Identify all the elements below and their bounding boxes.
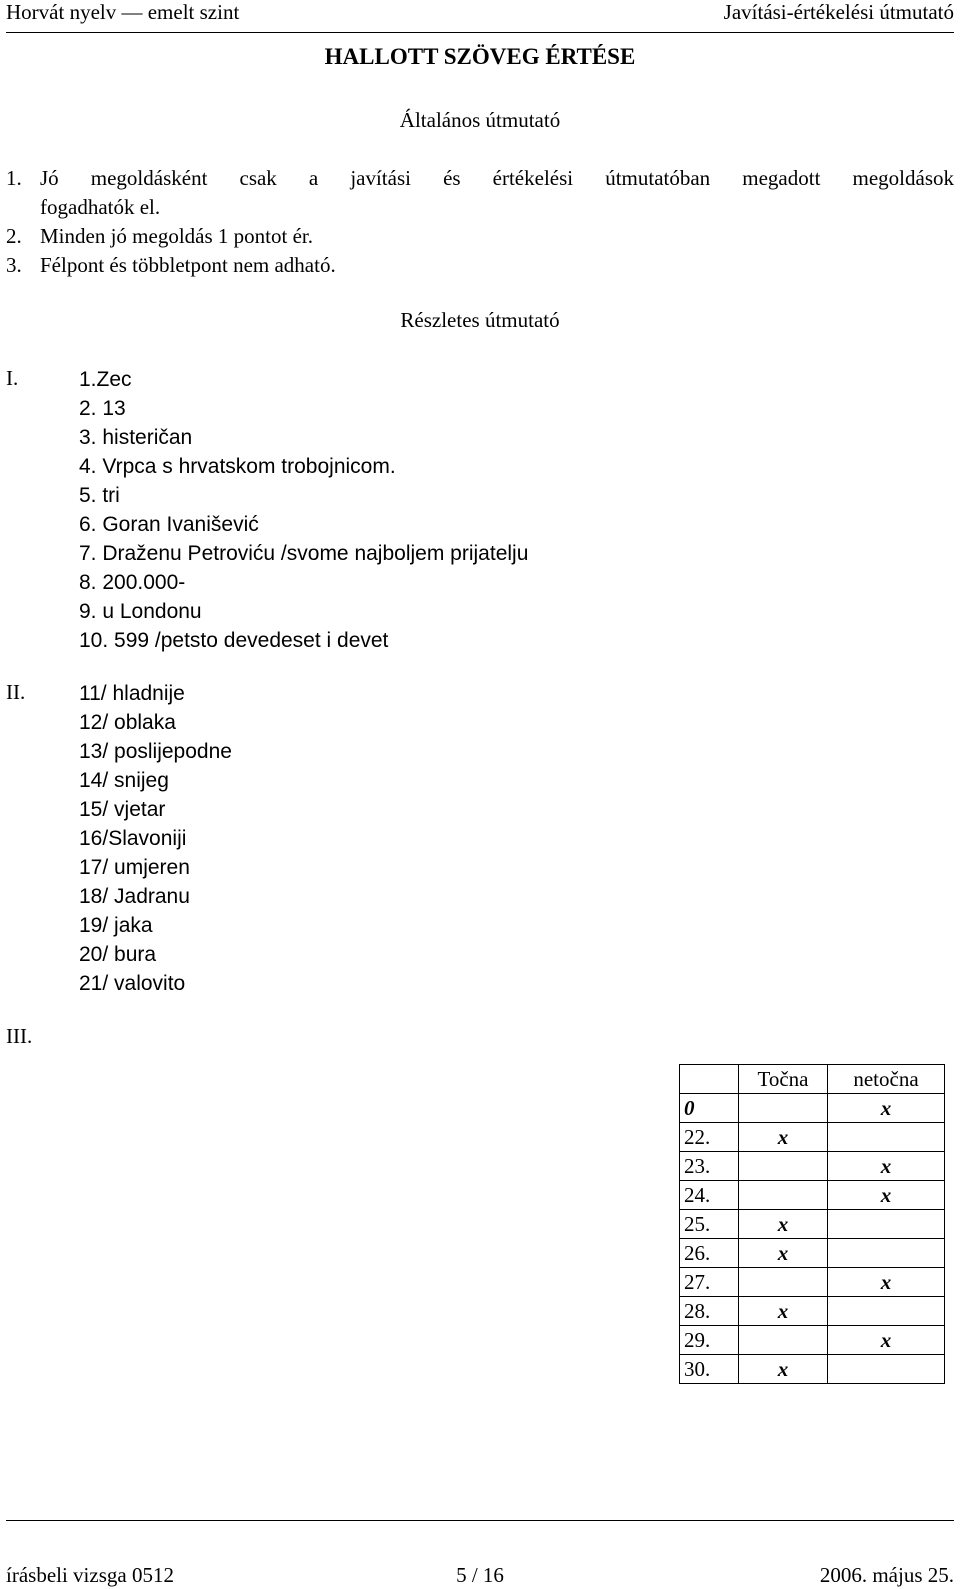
item-cell: 0 xyxy=(680,1094,739,1123)
item-cell: 23. xyxy=(680,1152,739,1181)
table-row xyxy=(680,1210,945,1239)
table-row xyxy=(680,1123,945,1152)
table-row xyxy=(680,1297,945,1326)
netocna-cell xyxy=(828,1210,945,1239)
answer-item: 6. Goran Ivanišević xyxy=(79,513,259,536)
tocna-cell xyxy=(739,1268,828,1297)
footer-date: 2006. május 25. xyxy=(819,1563,954,1587)
table-header-row xyxy=(680,1065,945,1094)
answer-item: 12/ oblaka xyxy=(79,711,176,734)
tocna-cell xyxy=(739,1181,828,1210)
answer-item: 4. Vrpca s hrvatskom trobojnicom. xyxy=(79,455,396,478)
footer-exam-code: írásbeli vizsga 0512 xyxy=(6,1563,174,1587)
answer-item: 19/ jaka xyxy=(79,914,153,937)
table-row xyxy=(680,1094,945,1123)
header-doc-type: Javítási-értékelési útmutató xyxy=(723,0,954,24)
netocna-cell xyxy=(828,1239,945,1268)
footer-divider xyxy=(6,1520,954,1521)
section-1-answers xyxy=(79,365,528,655)
answer-item: 3. histeričan xyxy=(79,426,193,449)
answer-item: 21/ valovito xyxy=(79,972,186,995)
header-subject: Horvát nyelv — emelt szint xyxy=(6,0,240,24)
answer-item: 14/ snijeg xyxy=(79,769,169,792)
rule-text: Félpont és többletpont nem adható. xyxy=(40,253,336,277)
rule-number: 3. xyxy=(6,253,22,277)
rule-text: Jó megoldásként csak a javítási és értékelési útmutatóban megadott megoldások xyxy=(40,166,954,190)
netocna-cell xyxy=(828,1355,945,1384)
item-cell: 27. xyxy=(680,1268,739,1297)
answer-item: 16/Slavoniji xyxy=(79,827,187,850)
answer-item: 11/ hladnije xyxy=(79,682,185,705)
answer-item: 9. u Londonu xyxy=(79,600,202,623)
answer-item: 8. 200.000- xyxy=(79,571,186,594)
netocna-cell: x xyxy=(828,1268,945,1297)
item-cell: 28. xyxy=(680,1297,739,1326)
section-2-answers xyxy=(79,679,232,998)
item-cell: 25. xyxy=(680,1210,739,1239)
answer-item: 7. Draženu Petroviću /svome najboljem prijatelju xyxy=(79,542,529,565)
header-divider xyxy=(6,32,954,33)
page-title: HALLOTT SZÖVEG ÉRTÉSE xyxy=(324,44,636,69)
table-row xyxy=(680,1152,945,1181)
table-row xyxy=(680,1181,945,1210)
item-cell: 24. xyxy=(680,1181,739,1210)
answer-item: 10. 599 /petsto devedeset i devet xyxy=(79,629,389,652)
netocna-cell: x xyxy=(828,1181,945,1210)
rule-text: fogadhatók el. xyxy=(40,195,161,219)
rule-3 xyxy=(6,251,954,280)
netocna-cell: x xyxy=(828,1094,945,1123)
section-1-label: I. xyxy=(6,366,19,390)
rule-number: 2. xyxy=(6,224,22,248)
general-rules xyxy=(6,164,954,280)
section-2-label: II. xyxy=(6,680,26,704)
header-cell-netocna: netočna xyxy=(828,1065,945,1094)
true-false-table xyxy=(679,1064,945,1384)
netocna-cell: x xyxy=(828,1326,945,1355)
rule-number: 1. xyxy=(6,166,22,190)
table-row xyxy=(680,1268,945,1297)
answer-item: 5. tri xyxy=(79,484,120,507)
tocna-cell: x xyxy=(739,1210,828,1239)
answer-item: 20/ bura xyxy=(79,943,157,966)
tocna-cell: x xyxy=(739,1239,828,1268)
table-row xyxy=(680,1239,945,1268)
tocna-cell xyxy=(739,1326,828,1355)
answer-item: 13/ poslijepodne xyxy=(79,740,232,763)
answer-item: 17/ umjeren xyxy=(79,856,190,879)
rule-1-continuation xyxy=(6,193,954,222)
rule-1 xyxy=(6,164,954,193)
footer-page-number: 5 / 16 xyxy=(456,1563,504,1587)
answer-item: 18/ Jadranu xyxy=(79,885,190,908)
tocna-cell: x xyxy=(739,1355,828,1384)
general-heading: Általános útmutató xyxy=(399,108,561,132)
tocna-cell xyxy=(739,1152,828,1181)
header-cell-tocna: Točna xyxy=(739,1065,828,1094)
header-cell-item xyxy=(680,1065,739,1094)
tocna-cell: x xyxy=(739,1123,828,1152)
detailed-heading: Részletes útmutató xyxy=(400,308,560,332)
netocna-cell xyxy=(828,1297,945,1326)
answer-item: 2. 13 xyxy=(79,397,126,420)
table-row xyxy=(680,1355,945,1384)
rule-2 xyxy=(6,222,954,251)
answer-item: 15/ vjetar xyxy=(79,798,166,821)
item-cell: 26. xyxy=(680,1239,739,1268)
item-cell: 29. xyxy=(680,1326,739,1355)
section-3-label: III. xyxy=(6,1024,33,1048)
table-row xyxy=(680,1326,945,1355)
item-cell: 22. xyxy=(680,1123,739,1152)
rule-text: Minden jó megoldás 1 pontot ér. xyxy=(40,224,313,248)
netocna-cell: x xyxy=(828,1152,945,1181)
answer-item: 1.Zec xyxy=(79,368,132,391)
tocna-cell: x xyxy=(739,1297,828,1326)
item-cell: 30. xyxy=(680,1355,739,1384)
netocna-cell xyxy=(828,1123,945,1152)
tocna-cell xyxy=(739,1094,828,1123)
